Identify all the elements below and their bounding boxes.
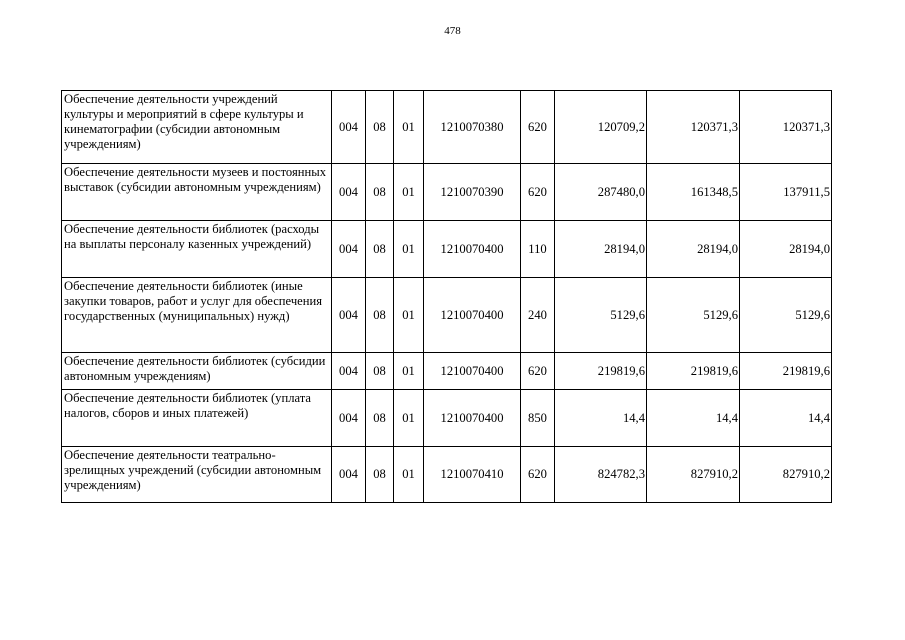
subsection-code: 01 (394, 390, 424, 447)
row-name: Обеспечение деятельности библиотек (субсидии автономным учреждениям) (62, 353, 332, 390)
ministry-code: 004 (332, 390, 366, 447)
row-name: Обеспечение деятельности учреждений культуры и мероприятий в сфере культуры и кинематографии (субсидии автономным учреждениям) (62, 91, 332, 164)
target-code: 1210070390 (424, 164, 521, 221)
amount-year-3: 219819,6 (740, 353, 832, 390)
target-code: 1210070400 (424, 353, 521, 390)
subsection-code: 01 (394, 91, 424, 164)
ministry-code: 004 (332, 278, 366, 353)
amount-year-1: 287480,0 (555, 164, 647, 221)
amount-year-1: 14,4 (555, 390, 647, 447)
table-row (62, 91, 832, 164)
target-code: 1210070380 (424, 91, 521, 164)
expense-type-code: 240 (521, 278, 555, 353)
expense-type-code: 620 (521, 91, 555, 164)
ministry-code: 004 (332, 447, 366, 503)
amount-year-3: 5129,6 (740, 278, 832, 353)
amount-year-3: 28194,0 (740, 221, 832, 278)
target-code: 1210070400 (424, 221, 521, 278)
expense-type-code: 850 (521, 390, 555, 447)
target-code: 1210070400 (424, 390, 521, 447)
amount-year-2: 5129,6 (647, 278, 740, 353)
amount-year-3: 137911,5 (740, 164, 832, 221)
section-code: 08 (366, 221, 394, 278)
table-row (62, 278, 832, 353)
table-row (62, 447, 832, 503)
expense-type-code: 620 (521, 353, 555, 390)
amount-year-1: 28194,0 (555, 221, 647, 278)
budget-table (61, 90, 832, 503)
section-code: 08 (366, 390, 394, 447)
section-code: 08 (366, 447, 394, 503)
amount-year-2: 827910,2 (647, 447, 740, 503)
amount-year-2: 28194,0 (647, 221, 740, 278)
ministry-code: 004 (332, 353, 366, 390)
target-code: 1210070400 (424, 278, 521, 353)
subsection-code: 01 (394, 164, 424, 221)
ministry-code: 004 (332, 221, 366, 278)
amount-year-2: 161348,5 (647, 164, 740, 221)
row-name: Обеспечение деятельности библиотек (расходы на выплаты персоналу казенных учреждений) (62, 221, 332, 278)
table-row (62, 353, 832, 390)
subsection-code: 01 (394, 278, 424, 353)
page-number: 478 (444, 25, 461, 37)
section-code: 08 (366, 353, 394, 390)
target-code: 1210070410 (424, 447, 521, 503)
section-code: 08 (366, 91, 394, 164)
row-name: Обеспечение деятельности библиотек (уплата налогов, сборов и иных платежей) (62, 390, 332, 447)
row-name: Обеспечение деятельности театрально-зрелищных учреждений (субсидии автономным учреждениям) (62, 447, 332, 503)
amount-year-3: 827910,2 (740, 447, 832, 503)
expense-type-code: 110 (521, 221, 555, 278)
expense-type-code: 620 (521, 164, 555, 221)
subsection-code: 01 (394, 221, 424, 278)
section-code: 08 (366, 164, 394, 221)
amount-year-1: 120709,2 (555, 91, 647, 164)
row-name: Обеспечение деятельности музеев и постоянных выставок (субсидии автономным учреждениям) (62, 164, 332, 221)
amount-year-1: 824782,3 (555, 447, 647, 503)
amount-year-2: 14,4 (647, 390, 740, 447)
amount-year-2: 219819,6 (647, 353, 740, 390)
table-row (62, 164, 832, 221)
amount-year-3: 14,4 (740, 390, 832, 447)
subsection-code: 01 (394, 447, 424, 503)
amount-year-1: 5129,6 (555, 278, 647, 353)
ministry-code: 004 (332, 164, 366, 221)
table-row (62, 390, 832, 447)
ministry-code: 004 (332, 91, 366, 164)
amount-year-2: 120371,3 (647, 91, 740, 164)
subsection-code: 01 (394, 353, 424, 390)
amount-year-1: 219819,6 (555, 353, 647, 390)
section-code: 08 (366, 278, 394, 353)
row-name: Обеспечение деятельности библиотек (иные закупки товаров, работ и услуг для обеспечения государственных (муниципальных) нужд) (62, 278, 332, 353)
table-row (62, 221, 832, 278)
expense-type-code: 620 (521, 447, 555, 503)
amount-year-3: 120371,3 (740, 91, 832, 164)
